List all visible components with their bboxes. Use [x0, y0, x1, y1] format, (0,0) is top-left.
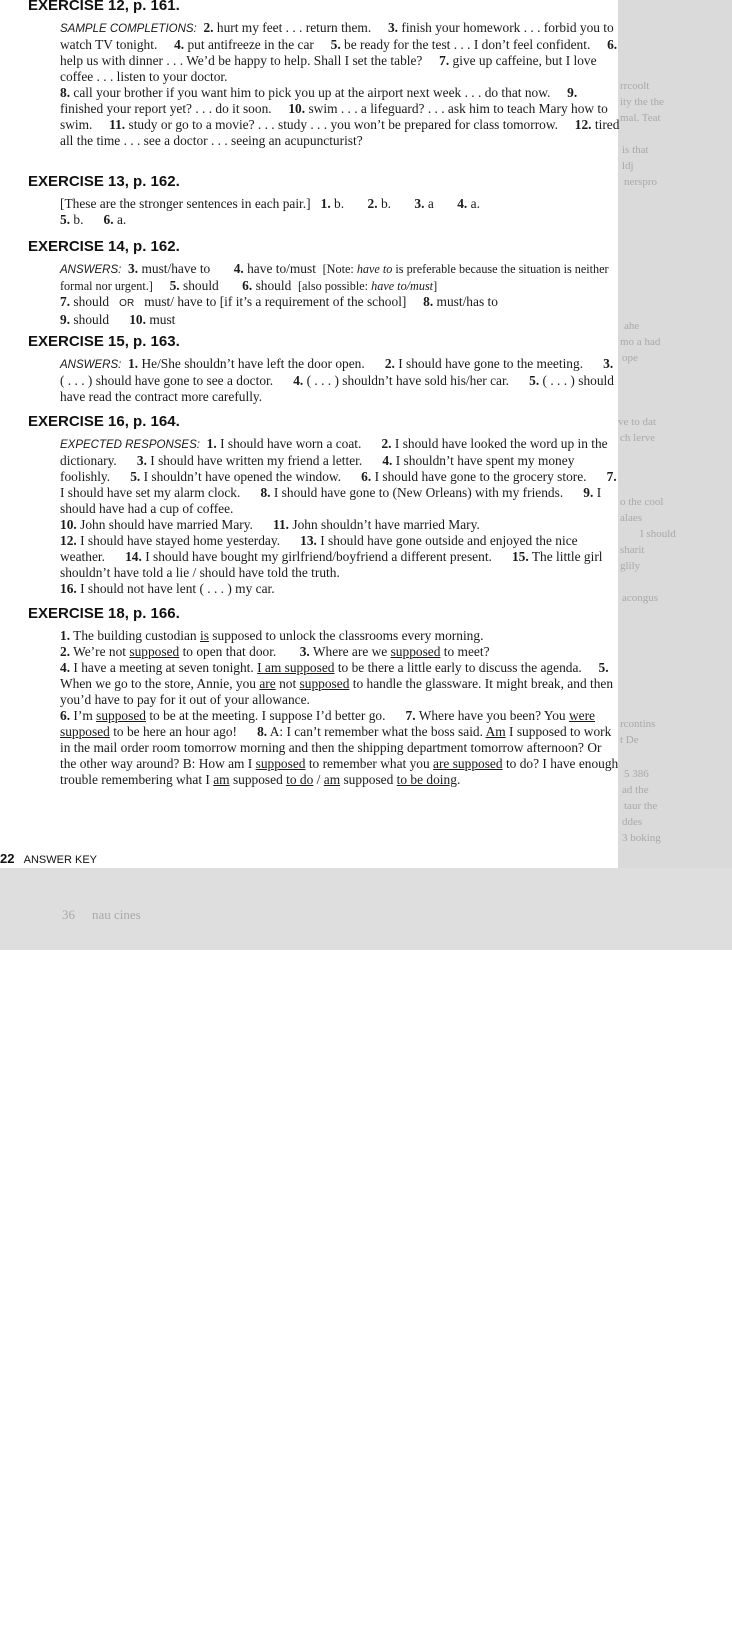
bleed-through-text: ldj	[622, 160, 634, 172]
bleed-through-text: ve to dat	[618, 416, 656, 428]
bleed-through-text: I should	[640, 528, 676, 540]
bleed-through-text: nerspro	[624, 176, 657, 188]
exercise-15-heading: EXERCISE 15, p. 163.	[28, 333, 180, 350]
exercise-13-heading: EXERCISE 13, p. 162.	[28, 173, 180, 190]
bleed-through-text: nau cines	[92, 907, 141, 922]
exercise-14-heading: EXERCISE 14, p. 162.	[28, 238, 180, 255]
bleed-through-text: ahe	[624, 320, 640, 332]
answers-label: ANSWERS:	[60, 359, 122, 371]
bleed-through-text: glily	[620, 560, 641, 572]
exercise-12-heading: EXERCISE 12, p. 161.	[28, 0, 180, 14]
bleed-through-text: is that	[622, 144, 649, 156]
footer-label: ANSWER KEY	[23, 854, 97, 866]
bleed-through-text: sharit	[620, 544, 645, 556]
bleed-through-text: rcontins	[620, 718, 656, 730]
answers-label: EXPECTED RESPONSES:	[60, 439, 200, 451]
bleed-through-text: alaes	[620, 512, 642, 524]
exercise-13-answers: [These are the stronger sentences in each pair.] 1. b. 2. b. 3. a 4. a. 5. b. 6. a.	[60, 196, 480, 227]
answers-label: SAMPLE COMPLETIONS:	[60, 23, 197, 35]
answers-label: ANSWERS:	[60, 264, 122, 276]
bleed-through-text: mo a had	[620, 336, 661, 348]
page-footer	[0, 851, 97, 866]
exercise-14-answers: ANSWERS: 3. must/have to 4. have to/must [Note: have to is preferable because the situation is neither formal nor urgent.] 5. should 6. should [also possible: have to/must] 7. should OR must/ have to [if it’s a requirement of the school] 8. must/has to 9. should 10. must	[60, 261, 609, 327]
exercise-18-answers: 1. The building custodian is supposed to unlock the classrooms every morning. 2. We’re not supposed to open that door. 3. Where are we supposed to meet? 4. I have a meeting at seven tonight. I am supposed to be there a little early to discuss the agenda. 5. When we go to the store, Annie, you are not supposed to handle the glassware. It might break, and then you’d have to pay for it out of your allowance. 6. I’m supposed to be at the meeting. I suppose I’d better go. 7. Where have you been? You were supposed to be here an hour ago! 8. A: I can’t remember what the boss said. Am I supposed to work in the mail order room tomorrow morning and then the shipping department tomorrow afternoon? Or the other way around? B: How am I supposed to remember what you are supposed to do? I have enough trouble remembering what I am supposed to do / am supposed to be doing.	[60, 628, 619, 787]
exercise-18-heading: EXERCISE 18, p. 166.	[28, 605, 180, 622]
bleed-through-text: rrcoolt	[620, 80, 650, 92]
bleed-through-text: o the cool	[620, 496, 664, 508]
bleed-through-text: 36	[62, 907, 75, 922]
bleed-through-text: taur the	[624, 800, 658, 812]
bleed-through-text: ity the the	[620, 96, 664, 108]
bleed-through-text: 5 386	[624, 768, 649, 780]
bleed-through-text: ad the	[622, 784, 649, 796]
page-number: 22	[0, 851, 15, 866]
bleed-through-text: t De	[620, 734, 639, 746]
bleed-through-text: mal. Teat	[620, 112, 661, 124]
exercise-12-answers: SAMPLE COMPLETIONS: 2. hurt my feet . . . return them. 3. finish your homework . . . forbid you to watch TV tonight. 4. put antifreeze in the car 5. be ready for the test . . . I don’t feel confident. 6. help us with dinner . . . We’d be happy to help. Shall I set the table? 7. give up caffeine, but I love coffee . . . listen to your doctor. 8. call your brother if you want him to pick you up at the airport next week . . . do that now. 9. finished your report yet? . . . do it soon. 10. swim . . . a lifeguard? . . . ask him to teach Mary how to swim. 11. study or go to a movie? . . . study . . . you won’t be prepared for class tomorrow. 12. tired all the time . . . see a doctor . . . seeing an acupuncturist?	[60, 20, 620, 148]
exercise-15-answers: ANSWERS: 1. He/She shouldn’t have left the door open. 2. I should have gone to the meeting. 3. ( . . . ) should have gone to see a doctor. 4. ( . . . ) shouldn’t have sold his/her car. 5. ( . . . ) should have read the contract more carefully.	[60, 356, 614, 404]
bleed-through-text: acongus	[622, 592, 659, 604]
bleed-through-text: 3 boking	[622, 832, 661, 844]
exercise-16-heading: EXERCISE 16, p. 164.	[28, 413, 180, 430]
exercise-16-answers: EXPECTED RESPONSES: 1. I should have worn a coat. 2. I should have looked the word up in the dictionary. 3. I should have written my friend a letter. 4. I shouldn’t have spent my money foolishly. 5. I shouldn’t have opened the window. 6. I should have gone to the grocery store. 7. I should have set my alarm clock. 8. I should have gone to (New Orleans) with my friends. 9. I should have had a cup of coffee. 10. John should have married Mary. 11. John shouldn’t have married Mary. 12. I should have stayed home yesterday. 13. I should have gone outside and enjoyed the nice weather. 14. I should have bought my girlfriend/boyfriend a different present. 15. The little girl shouldn’t have told a lie / should have told the truth. 16. I should not have lent ( . . . ) my car.	[60, 436, 617, 596]
bleed-through-text: ope	[622, 352, 638, 364]
bleed-through-text: ddes	[622, 816, 643, 828]
bleed-through-text: ch lerve	[620, 432, 656, 444]
answer-key-page	[0, 0, 620, 868]
